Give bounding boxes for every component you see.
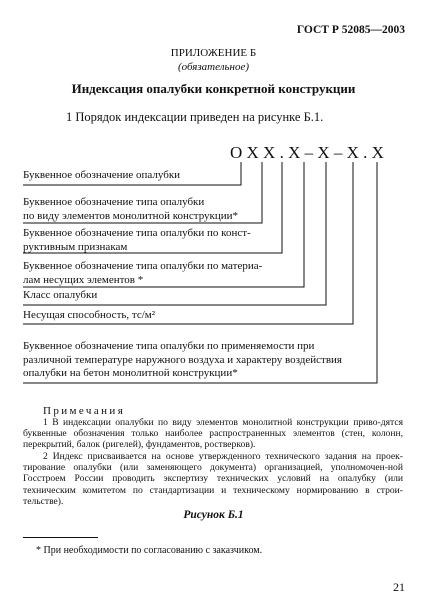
notes-heading: Примечания	[43, 405, 126, 417]
page-number: 21	[393, 580, 405, 594]
label-capacity: Несущая способность, тс/м²	[23, 309, 156, 321]
label-type-construct: Буквенное обозначение типа опалубки по конст- руктивным признакам	[23, 227, 251, 253]
note-1: 1 В индексации опалубки по виду элементов монолитной конструкции приво-дятся буквенные обозначения только наиболее распространенных элементов (стен, колонн, перекрытий, балок (ригелей), фундаментов, ростверков).	[23, 417, 403, 451]
label-type-element: Буквенное обозначение типа опалубки по виду элементов монолитной конструкции*	[23, 196, 239, 222]
main-title: Индексация опалубки конкретной конструкции	[71, 81, 356, 96]
standard-header: ГОСТ Р 52085—2003	[296, 24, 405, 36]
appendix-title: ПРИЛОЖЕНИЕ Б	[170, 47, 257, 59]
label-type-material: Буквенное обозначение типа опалубки по материа- лам несущих элементов *	[23, 260, 263, 286]
appendix-subtitle: (обязательное)	[177, 61, 250, 73]
intro-text: 1 Порядок индексации приведен на рисунке Б.1.	[66, 110, 324, 124]
footnote-separator	[23, 537, 98, 538]
note-2: 2 Индекс присваивается на основе утвержденного технического задания на проек-тирование опалубки (или заменяющего документа) организацией, уполномочен-ной Госстроем России проводить экспертизу технических условий на опалубку (или техническим комитетом по стандартизации и техническому нормированию в строи-тельстве).	[23, 451, 403, 507]
figure-caption: Рисунок Б.1	[183, 509, 244, 521]
label-opalubka: Буквенное обозначение опалубки	[23, 169, 181, 181]
footnote: * При необходимости по согласованию с заказчиком.	[36, 545, 263, 556]
label-class: Класс опалубки	[23, 289, 98, 301]
index-code-template: О Х Х . Х – Х – Х . Х	[230, 143, 384, 162]
label-type-temperature: Буквенное обозначение типа опалубки по применяемости при различной температуре наружного воздуха и характеру воздействия опалубки на бетон монолитной конструкции*	[23, 340, 342, 379]
